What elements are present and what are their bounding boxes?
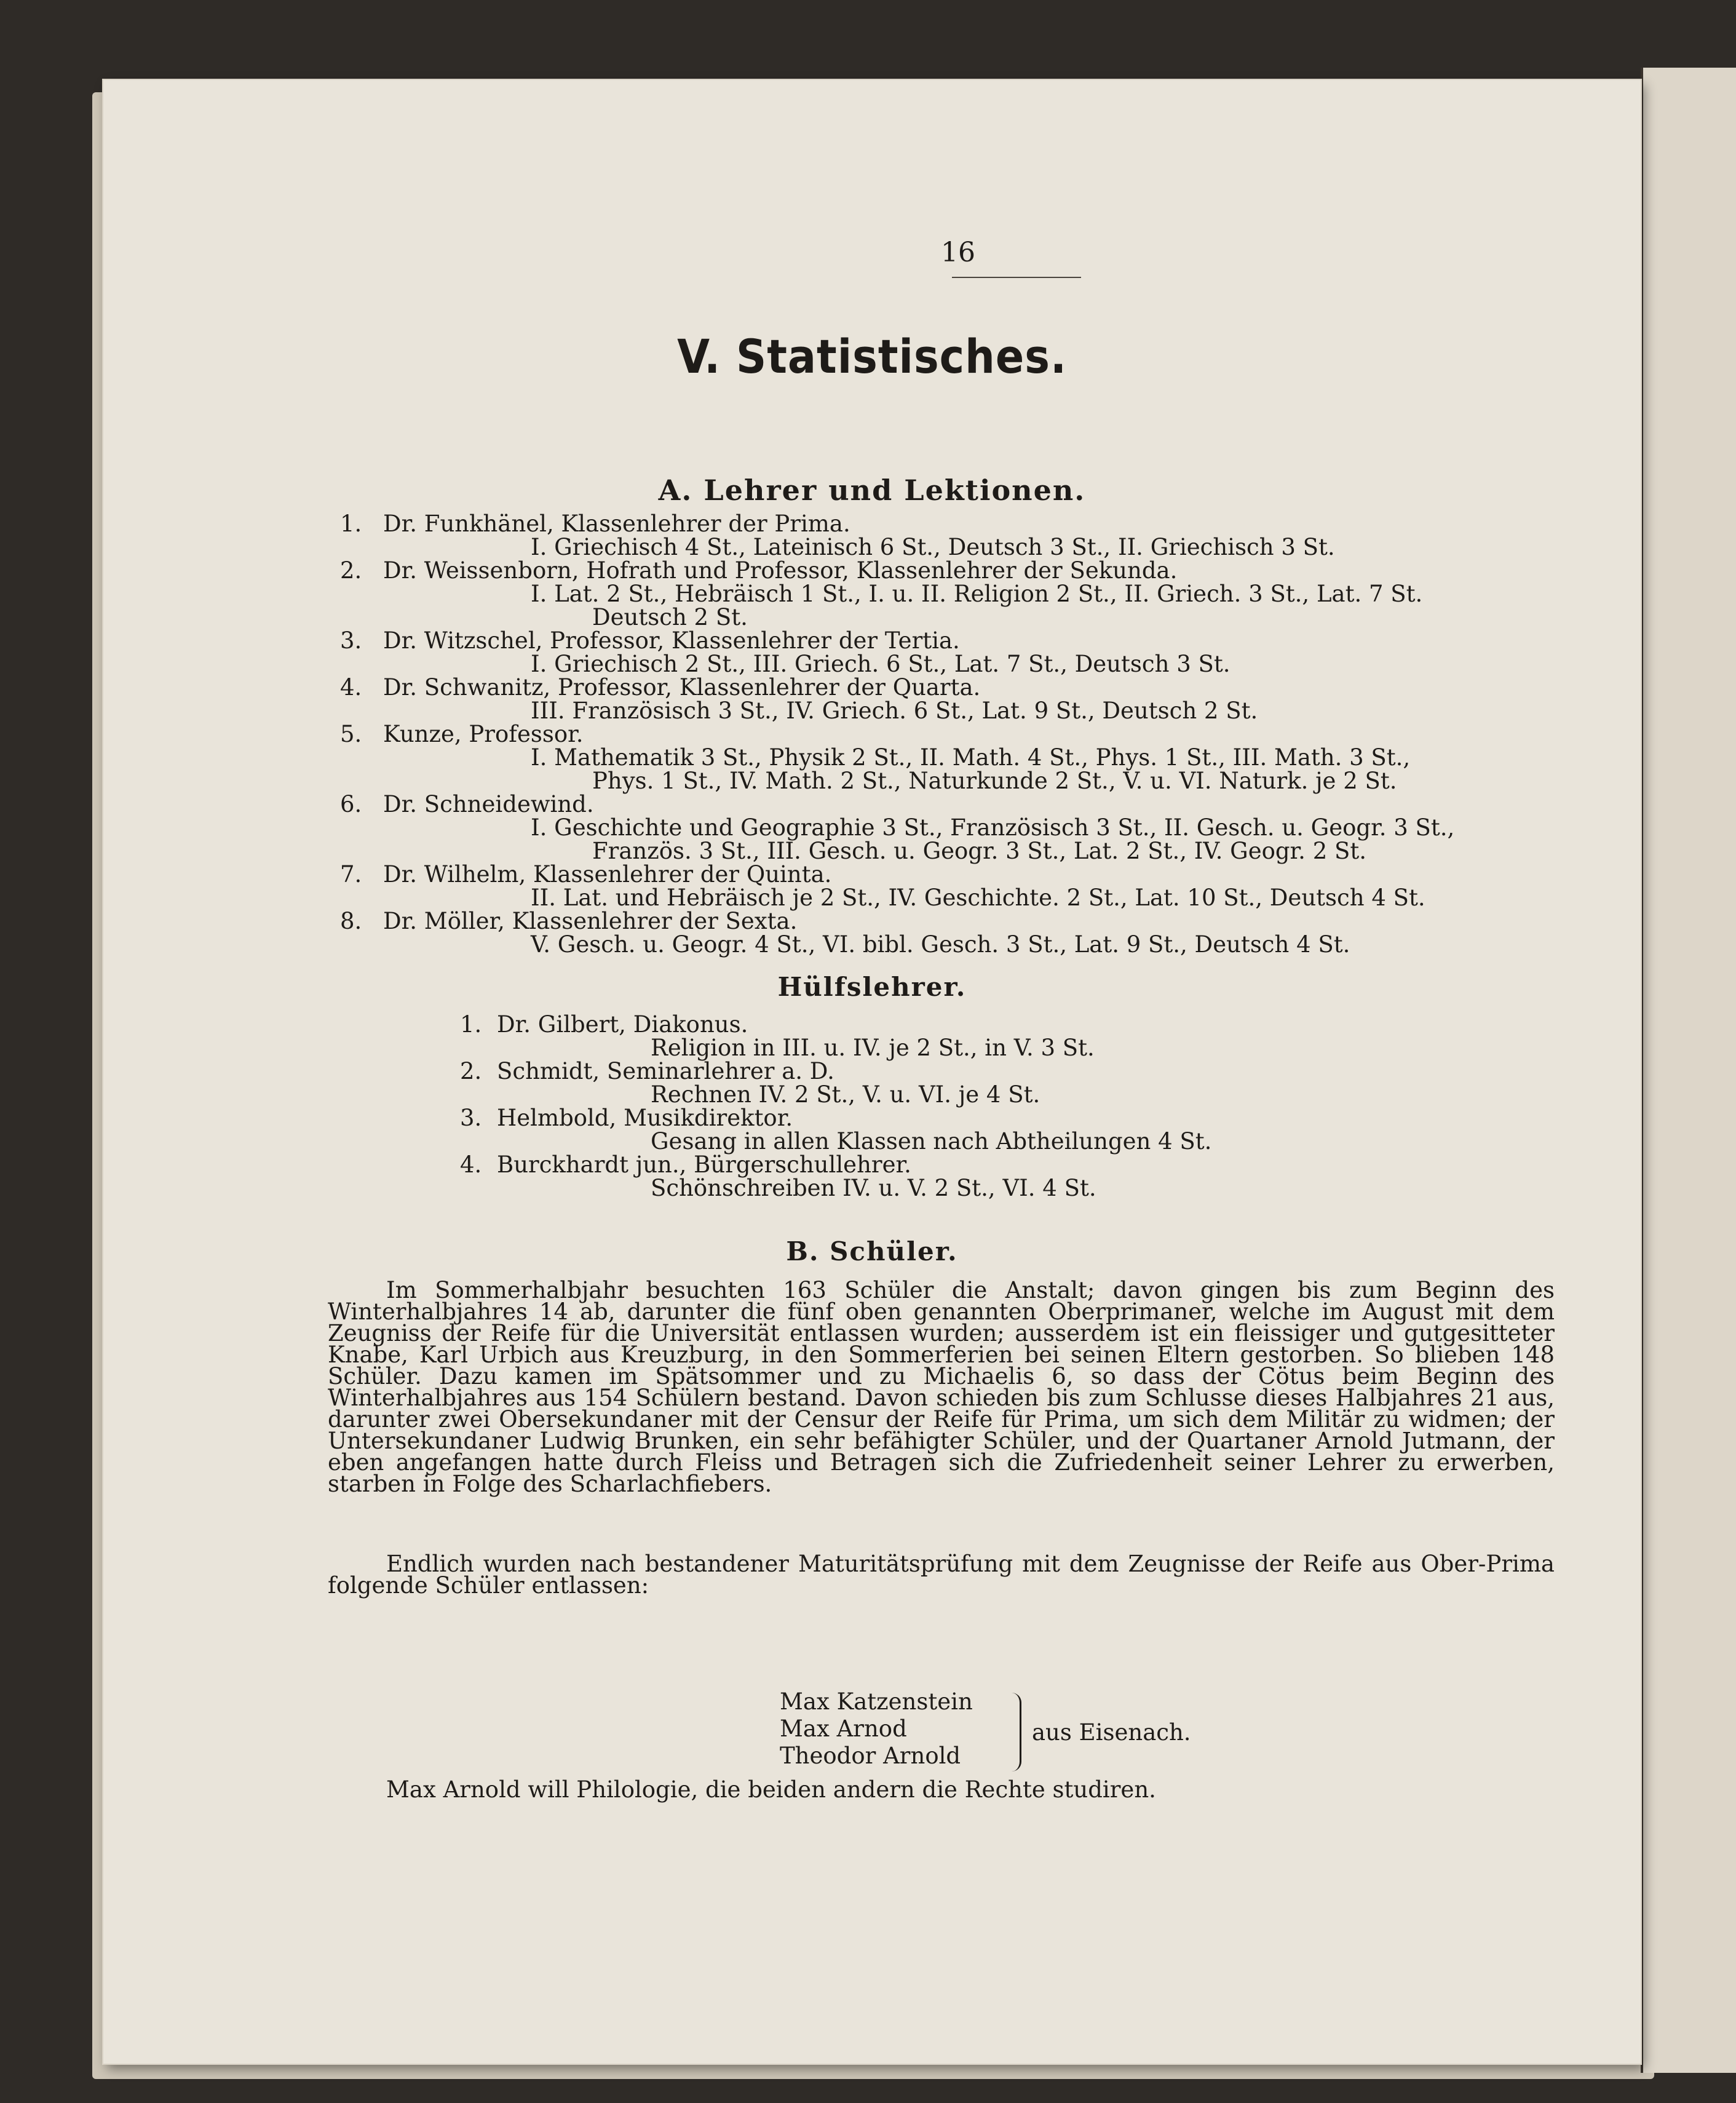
teacher-lessons: I. Griechisch 4 St., Lateinisch 6 St., Deutsch 3 St., II. Griechisch 3 St. bbox=[531, 534, 1335, 560]
teacher-lessons: Französ. 3 St., III. Gesch. u. Geogr. 3 St., Lat. 2 St., IV. Geogr. 2 St. bbox=[592, 838, 1366, 864]
assistant-number: 1. bbox=[460, 1011, 482, 1038]
graduate-name: Theodor Arnold bbox=[780, 1743, 961, 1769]
graduate-name: Max Katzenstein bbox=[780, 1688, 973, 1715]
section-a-heading: A. Lehrer und Lektionen. bbox=[658, 474, 1086, 507]
document-page bbox=[103, 80, 1641, 2064]
pupils-paragraph: Im Sommerhalbjahr besuchten 163 Schüler die Anstalt; davon gingen bis zum Beginn des Winterhalbjahres 14 ab, darunter die fünf oben genannten Oberprimaner, welche im August mit dem Zeugniss der Reife für die Universität entlassen wurden; ausserdem ist ein fleissiger und gutgesitteter Knabe, Karl Urbich aus Kreuzburg, in den Sommerferien bei seinen Eltern gestorben. So blieben 148 Schüler. Dazu kamen im Spätsommer und zu Michaelis 6, so dass der Cötus beim Beginn des Winterhalbjahres aus 154 Schülern bestand. Davon schieden bis zum Schlusse dieses Halbjahres 21 aus, darunter zwei Obersekundaner mit der Censur der Reife für Prima, um sich dem Militär zu widmen; der Untersekundaner Ludwig Brunken, ein sehr befähigter Schüler, und der Quartaner Arnold Jutmann, der eben angefangen hatte durch Fleiss und Betragen sich die Zufriedenheit seiner Lehrer zu erwerben, starben in Folge des Scharlachfiebers. bbox=[328, 1277, 1555, 1497]
teacher-name: Dr. Möller, Klassenlehrer der Sexta. bbox=[383, 908, 798, 934]
assistant-number: 2. bbox=[460, 1058, 482, 1084]
page-number-rule bbox=[952, 277, 1081, 278]
teacher-lessons: I. Mathematik 3 St., Physik 2 St., II. Math. 4 St., Phys. 1 St., III. Math. 3 St., bbox=[531, 744, 1411, 771]
teacher-lessons: Phys. 1 St., IV. Math. 2 St., Naturkunde 2 St., V. u. VI. Naturk. je 2 St. bbox=[592, 768, 1397, 794]
assistant-name: Burckhardt jun., Bürgerschullehrer. bbox=[497, 1151, 911, 1178]
assistant-name: Schmidt, Seminarlehrer a. D. bbox=[497, 1058, 834, 1084]
teacher-lessons: V. Gesch. u. Geogr. 4 St., VI. bibl. Gesch. 3 St., Lat. 9 St., Deutsch 4 St. bbox=[531, 931, 1350, 958]
assistant-number: 4. bbox=[460, 1151, 482, 1178]
chapter-title: V. Statistisches. bbox=[677, 329, 1067, 384]
teacher-name: Dr. Witzschel, Professor, Klassenlehrer der Tertia. bbox=[383, 627, 960, 654]
teacher-number: 8. bbox=[340, 908, 362, 934]
assistant-lesson: Religion in III. u. IV. je 2 St., in V. 3 St. bbox=[651, 1035, 1095, 1061]
assistant-name: Dr. Gilbert, Diakonus. bbox=[497, 1011, 748, 1038]
teacher-number: 2. bbox=[340, 557, 362, 584]
teacher-name: Dr. Weissenborn, Hofrath und Professor, Klassenlehrer der Sekunda. bbox=[383, 557, 1178, 584]
assistant-name: Helmbold, Musikdirektor. bbox=[497, 1105, 793, 1131]
assistant-lesson: Gesang in allen Klassen nach Abtheilungen 4 St. bbox=[651, 1128, 1212, 1155]
teacher-number: 7. bbox=[340, 861, 362, 888]
right-brace bbox=[1006, 1693, 1021, 1771]
teacher-lessons: III. Französisch 3 St., IV. Griech. 6 St., Lat. 9 St., Deutsch 2 St. bbox=[531, 698, 1258, 724]
facing-page-edge bbox=[1643, 68, 1736, 2073]
teacher-number: 5. bbox=[340, 721, 362, 747]
teacher-number: 3. bbox=[340, 627, 362, 654]
teacher-name: Kunze, Professor. bbox=[383, 721, 584, 747]
graduate-name: Max Arnod bbox=[780, 1715, 907, 1742]
page-number: 16 bbox=[941, 237, 975, 268]
teacher-number: 1. bbox=[340, 511, 362, 537]
teacher-name: Dr. Schwanitz, Professor, Klassenlehrer der Quarta. bbox=[383, 674, 981, 701]
graduates-origin: aus Eisenach. bbox=[1032, 1719, 1191, 1746]
teacher-lessons: Deutsch 2 St. bbox=[592, 604, 748, 630]
section-b-heading: B. Schüler. bbox=[786, 1236, 958, 1266]
teacher-number: 6. bbox=[340, 791, 362, 817]
graduates-list bbox=[780, 1688, 973, 1770]
teacher-lessons: I. Lat. 2 St., Hebräisch 1 St., I. u. II. Religion 2 St., II. Griech. 3 St., Lat. 7 St. bbox=[531, 581, 1423, 607]
assistants-heading: Hülfslehrer. bbox=[777, 972, 967, 1002]
teacher-name: Dr. Schneidewind. bbox=[383, 791, 594, 817]
teacher-lessons: I. Griechisch 2 St., III. Griech. 6 St., Lat. 7 St., Deutsch 3 St. bbox=[531, 651, 1231, 677]
graduation-paragraph: Endlich wurden nach bestandener Maturitätsprüfung mit dem Zeugnisse der Reife aus Ober-Prima folgende Schüler entlassen: bbox=[328, 1551, 1555, 1599]
assistant-lesson: Schönschreiben IV. u. V. 2 St., VI. 4 St. bbox=[651, 1175, 1096, 1201]
assistant-number: 3. bbox=[460, 1105, 482, 1131]
teacher-number: 4. bbox=[340, 674, 362, 701]
teacher-lessons: I. Geschichte und Geographie 3 St., Französisch 3 St., II. Gesch. u. Geogr. 3 St., bbox=[531, 814, 1455, 841]
closing-sentence: Max Arnold will Philologie, die beiden andern die Rechte studiren. bbox=[386, 1776, 1156, 1803]
teacher-name: Dr. Wilhelm, Klassenlehrer der Quinta. bbox=[383, 861, 832, 888]
teacher-name: Dr. Funkhänel, Klassenlehrer der Prima. bbox=[383, 511, 850, 537]
assistant-lesson: Rechnen IV. 2 St., V. u. VI. je 4 St. bbox=[651, 1081, 1040, 1108]
teacher-lessons: II. Lat. und Hebräisch je 2 St., IV. Geschichte. 2 St., Lat. 10 St., Deutsch 4 St. bbox=[531, 885, 1425, 911]
